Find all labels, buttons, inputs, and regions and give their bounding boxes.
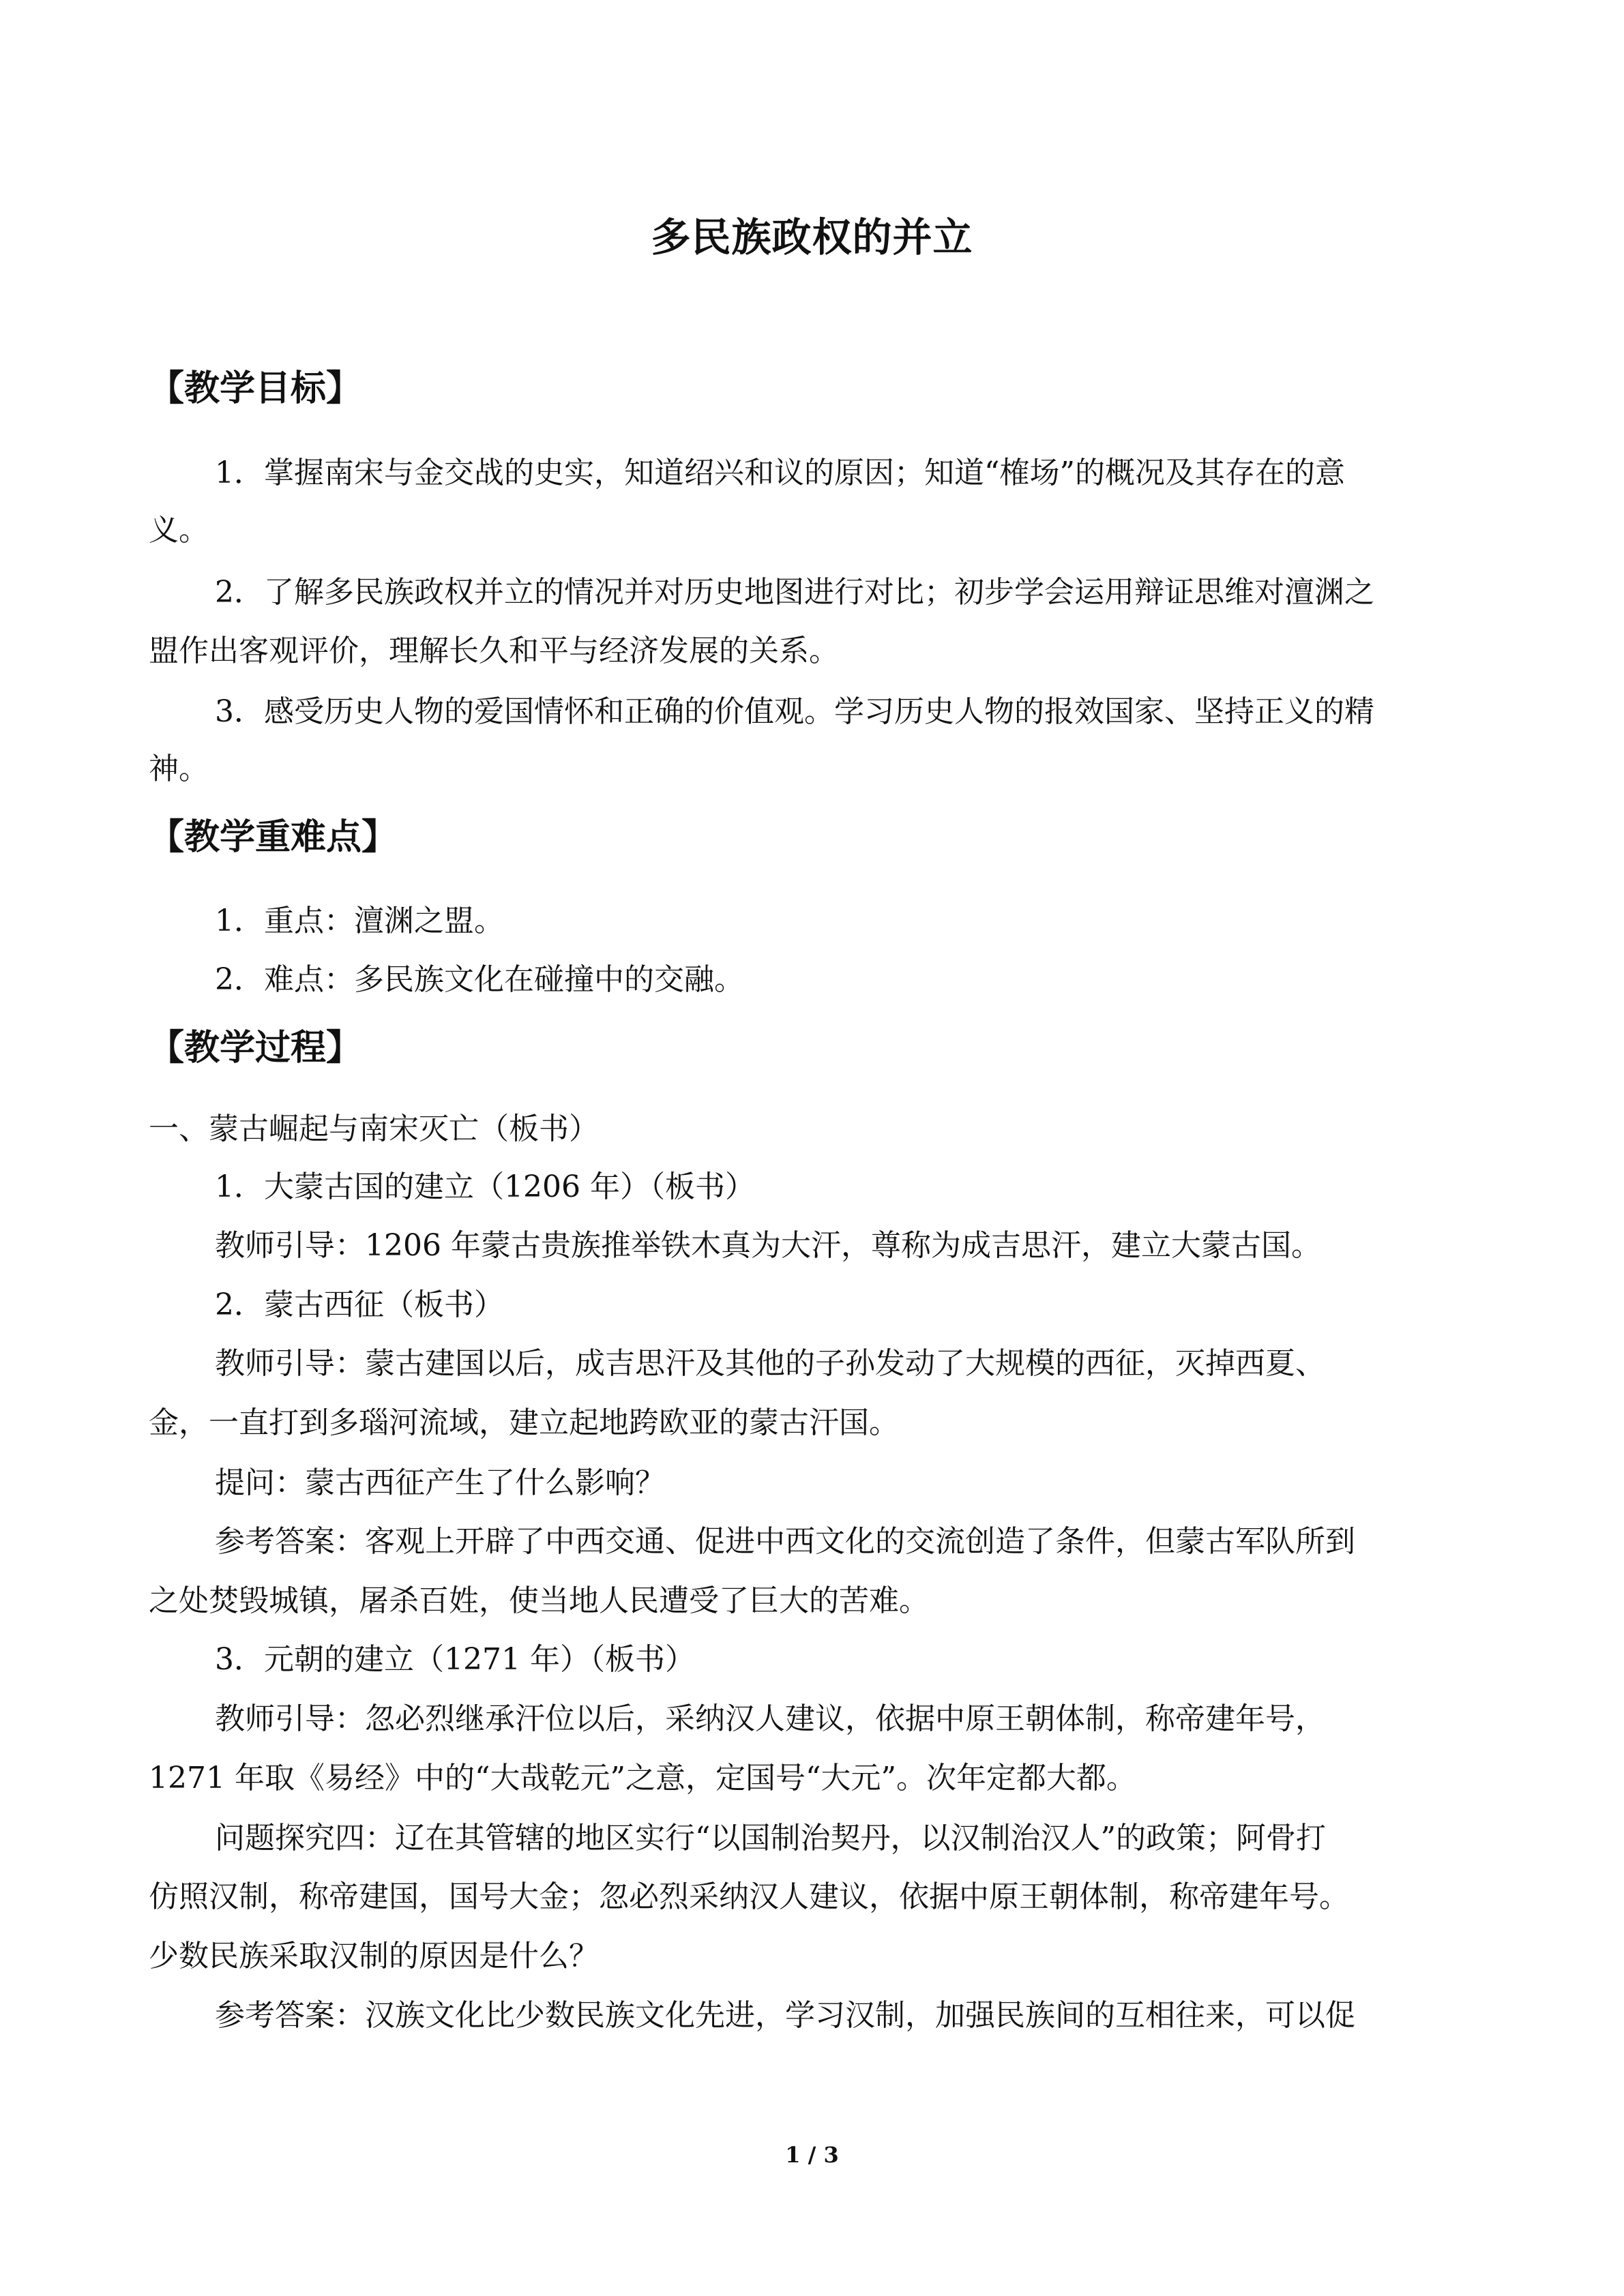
process-line-2: 1．大蒙古国的建立（1206 年）（板书） [215,1169,755,1204]
page-number: 1 / 3 [785,2142,839,2168]
process-line-15: 少数民族采取汉制的原因是什么？ [149,1939,599,1973]
process-line-16: 参考答案：汉族文化比少数民族文化先进，学习汉制，加强民族间的互相往来，可以促 [215,1998,1355,2033]
objectives-line-3: 2．了解多民族政权并立的情况并对历史地图进行对比；初步学会运用辩证思维对澶渊之 [215,575,1374,610]
objectives-heading: 【教学目标】 [149,368,362,409]
objectives-line-4: 盟作出客观评价，理解长久和平与经济发展的关系。 [149,633,839,668]
process-line-7: 提问：蒙古西征产生了什么影响？ [215,1465,665,1500]
key-points-line-1: 1．重点：澶渊之盟。 [215,904,504,938]
process-line-10: 3．元朝的建立（1271 年）（板书） [215,1642,695,1677]
process-line-12: 1271 年取《易经》中的“大哉乾元”之意，定国号“大元”。次年定都大都。 [149,1761,1136,1795]
process-line-14: 仿照汉制，称帝建国，国号大金；忽必烈采纳汉人建议，依据中原王朝体制，称帝建年号。 [149,1879,1349,1914]
document-title: 多民族政权的并立 [651,214,973,260]
process-line-4: 2．蒙古西征（板书） [215,1287,504,1322]
objectives-line-1: 1．掌握南宋与金交战的史实，知道绍兴和议的原因；知道“榷场”的概况及其存在的意 [215,456,1345,490]
key-points-heading: 【教学重难点】 [149,817,398,858]
key-points-line-2: 2．难点：多民族文化在碰撞中的交融。 [215,962,744,997]
objectives-line-6: 神。 [149,751,209,786]
process-line-11: 教师引导：忽必烈继承汗位以后，采纳汉人建议，依据中原王朝体制，称帝建年号， [215,1701,1325,1736]
process-line-5: 教师引导：蒙古建国以后，成吉思汗及其他的子孙发动了大规模的西征，灭掉西夏、 [215,1346,1325,1381]
objectives-line-2: 义。 [149,513,209,548]
process-heading: 【教学过程】 [149,1028,362,1069]
process-line-1: 一、蒙古崛起与南宋灭亡（板书） [149,1112,599,1146]
process-line-9: 之处焚毁城镇，屠杀百姓，使当地人民遭受了巨大的苦难。 [149,1583,929,1618]
process-line-13: 问题探究四：辽在其管辖的地区实行“以国制治契丹，以汉制治汉人”的政策；阿骨打 [215,1821,1326,1855]
objectives-line-5: 3．感受历史人物的爱国情怀和正确的价值观。学习历史人物的报效国家、坚持正义的精 [215,694,1374,729]
process-line-6: 金，一直打到多瑙河流域，建立起地跨欧亚的蒙古汗国。 [149,1405,899,1440]
process-line-8: 参考答案：客观上开辟了中西交通、促进中西文化的交流创造了条件，但蒙古军队所到 [215,1524,1355,1559]
process-line-3: 教师引导：1206 年蒙古贵族推举铁木真为大汗，尊称为成吉思汗，建立大蒙古国。 [215,1228,1321,1263]
